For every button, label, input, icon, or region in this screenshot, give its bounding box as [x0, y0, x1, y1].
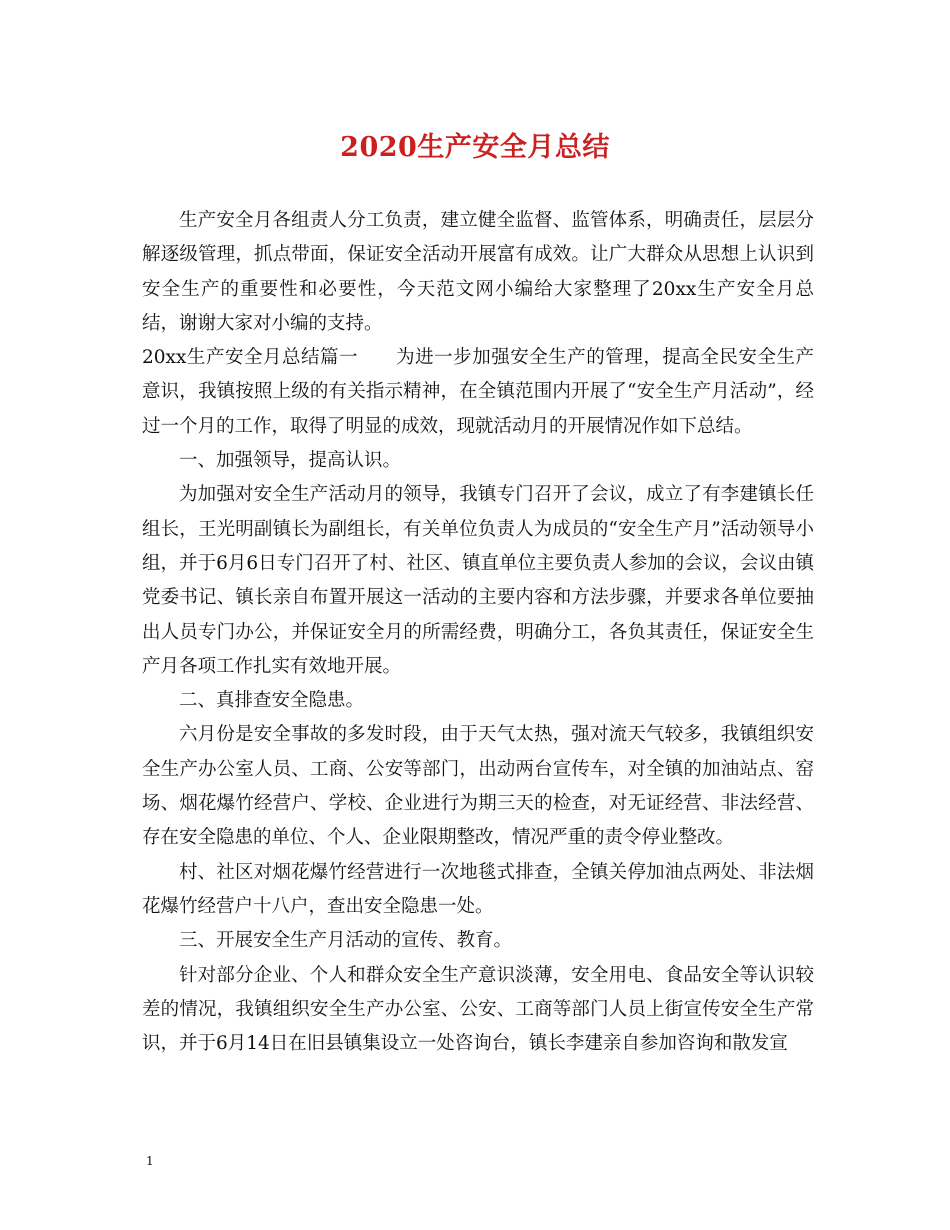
paragraph-intro: 生产安全月各组责人分工负责，建立健全监督、监管体系，明确责任，层层分解逐级管理，抓点带面，保证安全活动开展富有成效。让广大群众从思想上认识到安全生产的重要性和必要性，今天范文网小编给大家整理了20xx生产安全月总结，谢谢大家对小编的支持。 [142, 210, 814, 334]
section-heading-1: 一、加强领导，提高认识。 [179, 450, 402, 472]
page-number: 1 [146, 1154, 154, 1168]
paragraph-inspection: 六月份是安全事故的多发时段，由于天气太热，强对流天气较多，我镇组织安全生产办公室人员、工商、公安等部门，出动两台宣传车，对全镇的加油站点、窑场、烟花爆竹经营户、学校、企业进行为期三天的检查，对无证经营、非法经营、存在安全隐患的单位、个人、企业限期整改，情况严重的责令停业整改。 [142, 724, 814, 849]
paragraph-publicity: 针对部分企业、个人和群众安全生产意识淡薄，安全用电、食品安全等认识较差的情况，我镇组织安全生产办公室、公安、工商等部门人员上街宣传安全生产常识，并于6月14日在旧县镇集设立一处咨询台，镇长李建亲自参加咨询和散发宣 [142, 964, 814, 1055]
section-heading-2: 二、真排查安全隐患。 [179, 690, 365, 712]
paragraph-section-start: 20xx生产安全月总结篇一 为进一步加强安全生产的管理，提高全民安全生产意识，我镇按照上级的有关指示精神，在全镇范围内开展了“安全生产月活动”，经过一个月的工作，取得了明显的成效，现就活动月的开展情况作如下总结。 [142, 347, 814, 437]
document-body [142, 204, 814, 1061]
section-heading-3: 三、开展安全生产月活动的宣传、教育。 [179, 930, 513, 952]
paragraph-leadership: 为加强对安全生产活动月的领导，我镇专门召开了会议，成立了有李建镇长任组长，王光明副镇长为副组长，有关单位负责人为成员的“安全生产月”活动领导小组，并于6月6日专门召开了村、社区、镇直单位主要负责人参加的会议，会议由镇党委书记、镇长亲自布置开展这一活动的主要内容和方法步骤，并要求各单位要抽出人员专门办公，并保证安全月的所需经费，明确分工，各负其责任，保证安全生产月各项工作扎实有效地开展。 [142, 484, 814, 677]
paragraph-village-check: 村、社区对烟花爆竹经营进行一次地毯式排查，全镇关停加油点两处、非法烟花爆竹经营户十八户，查出安全隐患一处。 [142, 861, 814, 917]
document-title: 2020生产安全月总结 [340, 132, 610, 163]
